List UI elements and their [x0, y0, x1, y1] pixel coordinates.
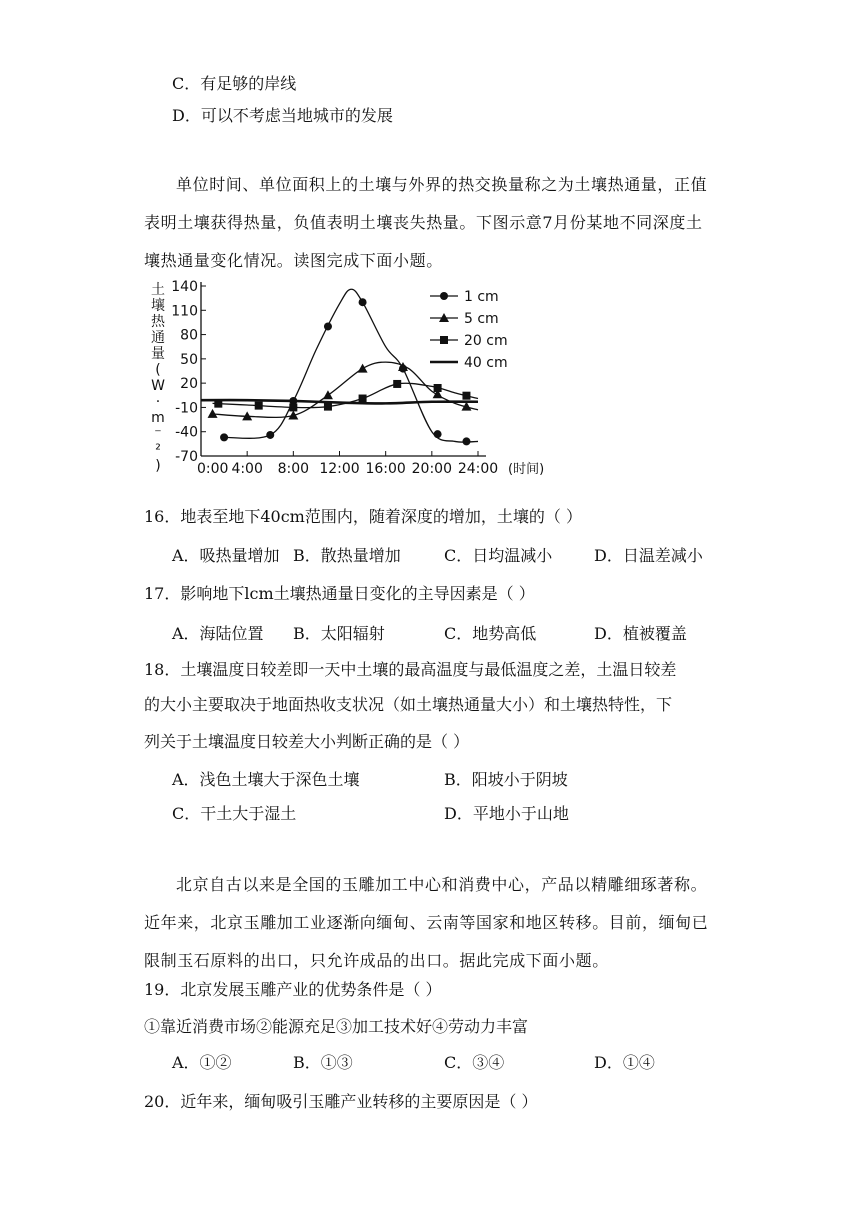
soil-heat-flux-chart [140, 272, 570, 487]
q18-option-d: D．平地小于山地 [444, 804, 569, 823]
chart-axes [151, 279, 544, 477]
y-axis-label: 土壤热通量( W · m ⁻ ² ) [151, 282, 165, 474]
q18-stem-line2: 的大小主要取决于地面热收支状况（如土壤热通量大小）和土壤热特性，下 [144, 695, 673, 714]
point-5cm [358, 364, 368, 373]
legend-marker-1cm [440, 292, 448, 300]
x-tick-label: 0:00 [197, 461, 229, 477]
q17-option-c: C．地势高低 [444, 624, 537, 643]
y-tick-label: 80 [180, 327, 198, 344]
point-1cm [220, 433, 228, 441]
legend-label-5cm: 5 cm [464, 311, 499, 327]
point-20cm [434, 384, 442, 392]
y-tick-label: 20 [180, 376, 198, 393]
q18-option-a: A．浅色土壤大于深色土壤 [172, 770, 360, 789]
q18-option-b: B．阳坡小于阴坡 [444, 770, 568, 789]
q19-items: ①靠近消费市场②能源充足③加工技术好④劳动力丰富 [144, 1017, 529, 1036]
y-tick-label: -10 [175, 400, 198, 417]
option-c: C．有足够的岸线 [172, 74, 297, 93]
q20-stem: 20．近年来，缅甸吸引玉雕产业转移的主要原因是（ ） [144, 1092, 538, 1111]
x-tick-label: 24:00 [457, 461, 499, 477]
point-20cm [393, 380, 401, 388]
y-tick-label: -40 [175, 424, 198, 441]
y-tick-label: -70 [175, 449, 198, 465]
q19-option-a: A．①② [172, 1053, 232, 1072]
legend-label-1cm: 1 cm [464, 289, 499, 305]
legend-label-40cm: 40 cm [464, 355, 508, 371]
q16-option-a: A．吸热量增加 [172, 546, 280, 565]
point-20cm [359, 395, 367, 403]
q16-option-c: C．日均温减小 [444, 546, 553, 565]
option-d: D．可以不考虑当地城市的发展 [172, 106, 393, 125]
q18-stem-line3: 列关于土壤温度日较差大小判断正确的是（ ） [144, 732, 470, 751]
point-5cm [208, 409, 218, 418]
point-20cm [324, 403, 332, 411]
chart-legend [430, 289, 508, 371]
legend-marker-20cm [440, 336, 448, 344]
point-1cm [266, 431, 274, 439]
passage-jade-carving: 北京自古以来是全国的玉雕加工中心和消费中心，产品以精雕细琢著称。近年来，北京玉雕加工业逐渐向缅甸、云南等国家和地区转移。目前，缅甸已限制玉石原料的出口，只允许成品的出口。据此完成下面小题。 [144, 875, 709, 970]
point-1cm [359, 298, 367, 306]
series-40cm [201, 400, 478, 403]
point-5cm [323, 390, 333, 399]
passage-soil-heat-flux: 单位时间、单位面积上的土壤与外界的热交换量称之为土壤热通量，正值表明土壤获得热量，负值表明土壤丧失热量。下图示意7月份某地不同深度土壤热通量变化情况。读图完成下面小题。 [144, 175, 708, 270]
chart-series [201, 289, 478, 445]
q17-option-d: D．植被覆盖 [594, 624, 687, 643]
q17-option-b: B．太阳辐射 [293, 624, 385, 643]
y-tick-label: 50 [180, 351, 198, 368]
point-20cm [462, 392, 470, 400]
x-tick-label: 20:00 [411, 461, 453, 477]
x-tick-label: 4:00 [231, 461, 263, 477]
q17-option-a: A．海陆位置 [172, 624, 264, 643]
q19-option-c: C．③④ [444, 1053, 505, 1072]
q16-stem: 16．地表至地下40cm范围内，随着深度的增加，土壤的（ ） [144, 507, 582, 526]
q16-option-d: D．日温差减小 [594, 546, 703, 565]
line-1cm [224, 289, 478, 442]
q19-stem: 19．北京发展玉雕产业的优势条件是（ ） [144, 980, 442, 999]
x-tick-label: 12:00 [319, 461, 360, 477]
legend-label-20cm: 20 cm [464, 333, 508, 349]
point-1cm [462, 437, 470, 445]
y-tick-label: 140 [171, 279, 198, 295]
q18-option-c: C．干土大于湿土 [172, 804, 297, 823]
line-40cm [201, 400, 478, 403]
x-tick-label: 16:00 [365, 461, 406, 477]
q17-stem: 17．影响地下lcm土壤热通量日变化的主导因素是（ ） [144, 584, 535, 603]
q16-option-b: B．散热量增加 [293, 546, 401, 565]
series-1cm [220, 289, 478, 445]
x-tick-label: 8:00 [277, 461, 310, 477]
point-1cm [324, 322, 332, 330]
x-axis-label: (时间) [508, 462, 545, 477]
point-20cm [255, 402, 263, 410]
y-tick-label: 110 [171, 303, 198, 320]
q19-option-b: B．①③ [293, 1053, 353, 1072]
q18-stem-line1: 18．土壤温度日较差即一天中土壤的最高温度与最低温度之差，土温日较差 [144, 660, 677, 679]
point-1cm [434, 430, 442, 438]
point-20cm [289, 403, 297, 411]
q19-option-d: D．①④ [594, 1053, 655, 1072]
